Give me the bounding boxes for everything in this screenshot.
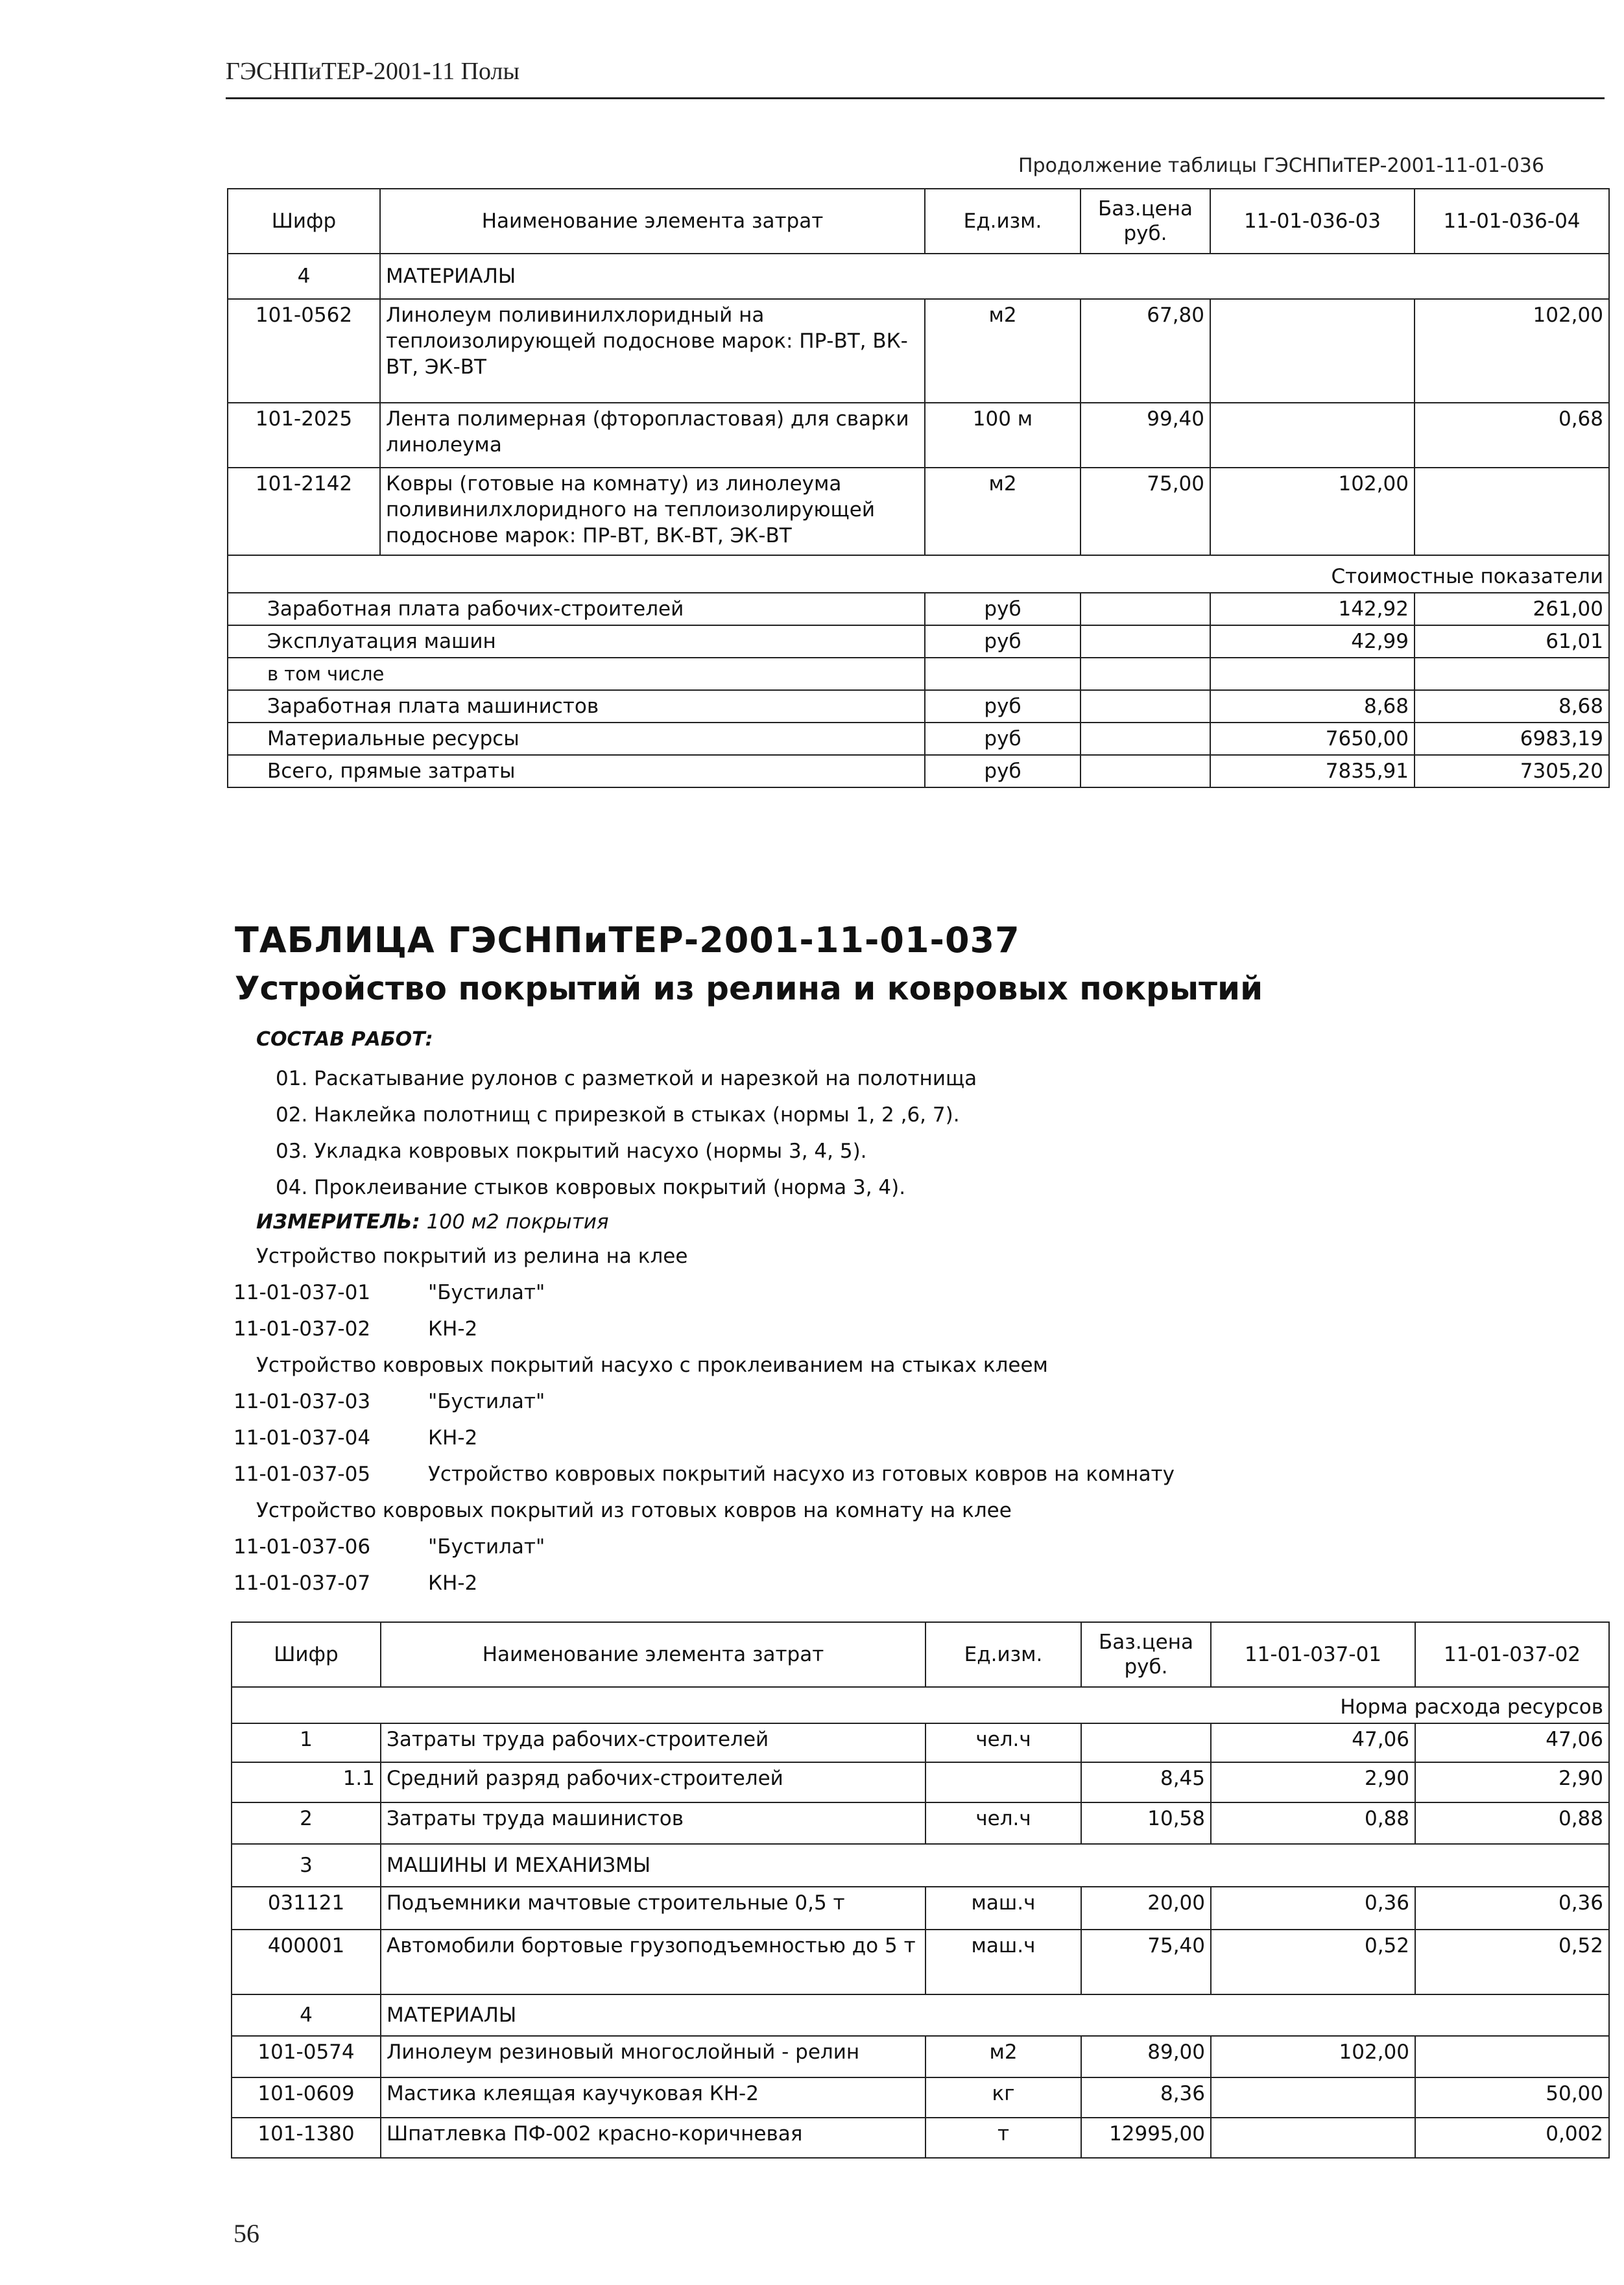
norm-code: 11-01-037-02	[233, 1317, 371, 1341]
row-n1	[1210, 403, 1415, 468]
col-unit-header: Ед.изм.	[925, 189, 1081, 254]
row-n2: 0,68	[1415, 403, 1609, 468]
summary-label: Заработная плата машинистов	[228, 690, 925, 723]
row-code: 101-0609	[232, 2077, 381, 2118]
summary-row	[228, 625, 1609, 658]
row-code: 101-1380	[232, 2118, 381, 2158]
table-row	[232, 2077, 1609, 2118]
summary-n1: 7650,00	[1210, 723, 1415, 755]
cost-band-row	[228, 555, 1609, 593]
norm-band-row	[232, 1687, 1609, 1723]
row-name: Линолеум поливинилхлоридный на теплоизолирующей подоснове марок: ПР-ВТ, ВК-ВТ, ЭК-ВТ	[380, 299, 925, 403]
summary-spacer	[1081, 658, 1210, 690]
work-composition	[233, 1028, 1595, 1601]
row-n2: 47,06	[1415, 1723, 1609, 1762]
summary-n1: 42,99	[1210, 625, 1415, 658]
row-n2: 0,88	[1415, 1802, 1609, 1844]
section-title: МАШИНЫ И МЕХАНИЗМЫ	[381, 1844, 1609, 1887]
summary-row	[228, 723, 1609, 755]
row-name: Средний разряд рабочих-строителей	[381, 1762, 925, 1802]
table-row	[232, 1930, 1609, 1994]
summary-unit: руб	[925, 690, 1081, 723]
row-unit: т	[925, 2118, 1081, 2158]
row-unit	[925, 1762, 1081, 1802]
row-n1: 102,00	[1210, 468, 1415, 555]
norm-code-row	[233, 1383, 1595, 1420]
row-code: 031121	[232, 1887, 381, 1930]
row-n2: 50,00	[1415, 2077, 1609, 2118]
row-n2: 0,36	[1415, 1887, 1609, 1930]
row-price: 8,36	[1081, 2077, 1211, 2118]
row-n1: 0,88	[1211, 1802, 1415, 1844]
norm-group-title: Устройство покрытий из релина на клее	[256, 1245, 688, 1268]
row-unit: м2	[925, 468, 1081, 555]
col-price-header: Баз.цена руб.	[1081, 1622, 1211, 1687]
table-row	[232, 1723, 1609, 1762]
table1-header-row	[228, 189, 1609, 254]
summary-label: в том числе	[228, 658, 925, 690]
summary-row	[228, 755, 1609, 787]
col-n1-header: 11-01-037-01	[1211, 1622, 1415, 1687]
measure-line	[256, 1206, 1595, 1238]
composition-label: СОСТАВ РАБОТ:	[256, 1028, 433, 1051]
row-code: 400001	[232, 1930, 381, 1994]
table1-caption: Продолжение таблицы ГЭСНПиТЕР-2001-11-01-036	[1018, 154, 1544, 177]
row-n1: 2,90	[1211, 1762, 1415, 1802]
col-n2-header: 11-01-037-02	[1415, 1622, 1609, 1687]
norm-code: 11-01-037-01	[233, 1281, 371, 1304]
work-step: 04. Проклеивание стыков ковровых покрытий (норма 3, 4).	[276, 1176, 906, 1199]
norm-code: 11-01-037-03	[233, 1390, 371, 1413]
row-code: 2	[232, 1802, 381, 1844]
table-row	[232, 2036, 1609, 2077]
table-row	[232, 1802, 1609, 1844]
summary-unit: руб	[925, 723, 1081, 755]
row-n1: 0,36	[1211, 1887, 1415, 1930]
summary-label: Заработная плата рабочих-строителей	[228, 593, 925, 625]
table2	[231, 1621, 1610, 2159]
table2-header-row	[232, 1622, 1609, 1687]
norm-code: 11-01-037-06	[233, 1535, 371, 1559]
summary-n2: 7305,20	[1415, 755, 1609, 787]
section-row	[228, 254, 1609, 299]
summary-n1: 142,92	[1210, 593, 1415, 625]
norm-desc: КН-2	[428, 1572, 478, 1595]
summary-unit: руб	[925, 593, 1081, 625]
norm-group-title: Устройство ковровых покрытий насухо с проклеиванием на стыках клеем	[256, 1354, 1048, 1377]
running-title: ГЭСНПиТЕР-2001-11 Полы	[226, 58, 520, 85]
row-price: 75,40	[1081, 1930, 1211, 1994]
row-price: 99,40	[1081, 403, 1210, 468]
section-number: 4	[228, 254, 380, 299]
summary-n2	[1415, 658, 1609, 690]
table-title: ТАБЛИЦА ГЭСНПиТЕР-2001-11-01-037	[235, 920, 1020, 961]
table-row	[232, 1762, 1609, 1802]
section-number: 4	[232, 1994, 381, 2036]
work-step: 03. Укладка ковровых покрытий насухо (нормы 3, 4, 5).	[276, 1140, 867, 1163]
norm-code-row	[233, 1420, 1595, 1456]
row-name: Затраты труда рабочих-строителей	[381, 1723, 925, 1762]
summary-n2: 8,68	[1415, 690, 1609, 723]
row-n1	[1211, 2077, 1415, 2118]
summary-label: Всего, прямые затраты	[228, 755, 925, 787]
col-name-header: Наименование элемента затрат	[381, 1622, 925, 1687]
summary-spacer	[1081, 593, 1210, 625]
row-code: 101-2142	[228, 468, 380, 555]
summary-spacer	[1081, 625, 1210, 658]
row-price: 67,80	[1081, 299, 1210, 403]
row-unit: маш.ч	[925, 1930, 1081, 1994]
col-code-header: Шифр	[232, 1622, 381, 1687]
row-name: Лента полимерная (фторопластовая) для сварки линолеума	[380, 403, 925, 468]
section-title: МАТЕРИАЛЫ	[380, 254, 1609, 299]
summary-n2: 61,01	[1415, 625, 1609, 658]
row-price: 10,58	[1081, 1802, 1211, 1844]
row-name: Затраты труда машинистов	[381, 1802, 925, 1844]
summary-spacer	[1081, 723, 1210, 755]
row-price: 75,00	[1081, 468, 1210, 555]
summary-spacer	[1081, 755, 1210, 787]
row-price: 20,00	[1081, 1887, 1211, 1930]
row-n2	[1415, 468, 1609, 555]
row-n2: 102,00	[1415, 299, 1609, 403]
norm-desc: КН-2	[428, 1317, 478, 1341]
norm-code-row	[233, 1565, 1595, 1601]
row-name: Ковры (готовые на комнату) из линолеума поливинилхлоридного на теплоизолирующей подоснове марок: ПР-ВТ, ВК-ВТ, ЭК-ВТ	[380, 468, 925, 555]
norm-code-row	[233, 1311, 1595, 1347]
row-n2: 0,52	[1415, 1930, 1609, 1994]
col-price-header: Баз.цена руб.	[1081, 189, 1210, 254]
norm-desc: "Бустилат"	[428, 1281, 545, 1304]
table-row	[232, 1887, 1609, 1930]
row-price: 89,00	[1081, 2036, 1211, 2077]
summary-unit	[925, 658, 1081, 690]
norm-group-title: Устройство ковровых покрытий из готовых ковров на комнату на клее	[256, 1499, 1012, 1522]
norm-code-row	[233, 1274, 1595, 1311]
norm-desc: "Бустилат"	[428, 1390, 545, 1413]
page-number: 56	[233, 2219, 259, 2248]
col-code-header: Шифр	[228, 189, 380, 254]
summary-unit: руб	[925, 755, 1081, 787]
row-code: 101-0574	[232, 2036, 381, 2077]
row-n2: 2,90	[1415, 1762, 1609, 1802]
summary-row	[228, 690, 1609, 723]
row-unit: маш.ч	[925, 1887, 1081, 1930]
measure-label: ИЗМЕРИТЕЛЬ:	[256, 1210, 420, 1234]
summary-row	[228, 593, 1609, 625]
row-code: 1.1	[232, 1762, 381, 1802]
cost-band: Стоимостные показатели	[228, 555, 1609, 593]
row-price: 8,45	[1081, 1762, 1211, 1802]
table-subtitle: Устройство покрытий из релина и ковровых покрытий	[235, 970, 1263, 1007]
norm-code-row	[233, 1456, 1595, 1492]
summary-unit: руб	[925, 625, 1081, 658]
norm-code-row	[233, 1529, 1595, 1565]
header-rule	[226, 97, 1605, 99]
row-n2	[1415, 2036, 1609, 2077]
row-n1	[1210, 299, 1415, 403]
row-name: Мастика клеящая каучуковая КН-2	[381, 2077, 925, 2118]
summary-n1: 7835,91	[1210, 755, 1415, 787]
row-unit: 100 м	[925, 403, 1081, 468]
norm-desc: Устройство ковровых покрытий насухо из готовых ковров на комнату	[428, 1463, 1175, 1486]
row-price: 12995,00	[1081, 2118, 1211, 2158]
summary-spacer	[1081, 690, 1210, 723]
norm-code: 11-01-037-05	[233, 1463, 371, 1486]
row-name: Линолеум резиновый многослойный - релин	[381, 2036, 925, 2077]
row-code: 1	[232, 1723, 381, 1762]
row-code: 101-2025	[228, 403, 380, 468]
row-name: Шпатлевка ПФ-002 красно-коричневая	[381, 2118, 925, 2158]
row-unit: чел.ч	[925, 1802, 1081, 1844]
table-row	[228, 299, 1609, 403]
row-unit: м2	[925, 2036, 1081, 2077]
section-title: МАТЕРИАЛЫ	[381, 1994, 1609, 2036]
row-code: 101-0562	[228, 299, 380, 403]
summary-n2: 6983,19	[1415, 723, 1609, 755]
section-row	[232, 1844, 1609, 1887]
table1	[227, 188, 1610, 788]
row-n1: 47,06	[1211, 1723, 1415, 1762]
row-unit: м2	[925, 299, 1081, 403]
work-step: 02. Наклейка полотнищ с прирезкой в стыках (нормы 1, 2 ,6, 7).	[276, 1103, 960, 1127]
norm-band: Норма расхода ресурсов	[232, 1687, 1609, 1723]
row-price	[1081, 1723, 1211, 1762]
row-n2: 0,002	[1415, 2118, 1609, 2158]
col-n2-header: 11-01-036-04	[1415, 189, 1609, 254]
row-unit: чел.ч	[925, 1723, 1081, 1762]
row-n1	[1211, 2118, 1415, 2158]
section-number: 3	[232, 1844, 381, 1887]
measure-value: 100 м2 покрытия	[426, 1210, 609, 1234]
norm-code: 11-01-037-07	[233, 1572, 371, 1595]
table-row	[232, 2118, 1609, 2158]
summary-n1	[1210, 658, 1415, 690]
col-unit-header: Ед.изм.	[925, 1622, 1081, 1687]
summary-label: Материальные ресурсы	[228, 723, 925, 755]
section-row	[232, 1994, 1609, 2036]
norm-code: 11-01-037-04	[233, 1426, 371, 1450]
norm-desc: "Бустилат"	[428, 1535, 545, 1559]
work-step: 01. Раскатывание рулонов с разметкой и нарезкой на полотнища	[276, 1067, 977, 1090]
table-row	[228, 403, 1609, 468]
summary-row	[228, 658, 1609, 690]
col-name-header: Наименование элемента затрат	[380, 189, 925, 254]
summary-n2: 261,00	[1415, 593, 1609, 625]
row-n1: 0,52	[1211, 1930, 1415, 1994]
row-name: Подъемники мачтовые строительные 0,5 т	[381, 1887, 925, 1930]
row-unit: кг	[925, 2077, 1081, 2118]
table-row	[228, 468, 1609, 555]
row-n1: 102,00	[1211, 2036, 1415, 2077]
norm-desc: КН-2	[428, 1426, 478, 1450]
col-n1-header: 11-01-036-03	[1210, 189, 1415, 254]
summary-n1: 8,68	[1210, 690, 1415, 723]
row-name: Автомобили бортовые грузоподъемностью до 5 т	[381, 1930, 925, 1994]
summary-label: Эксплуатация машин	[228, 625, 925, 658]
